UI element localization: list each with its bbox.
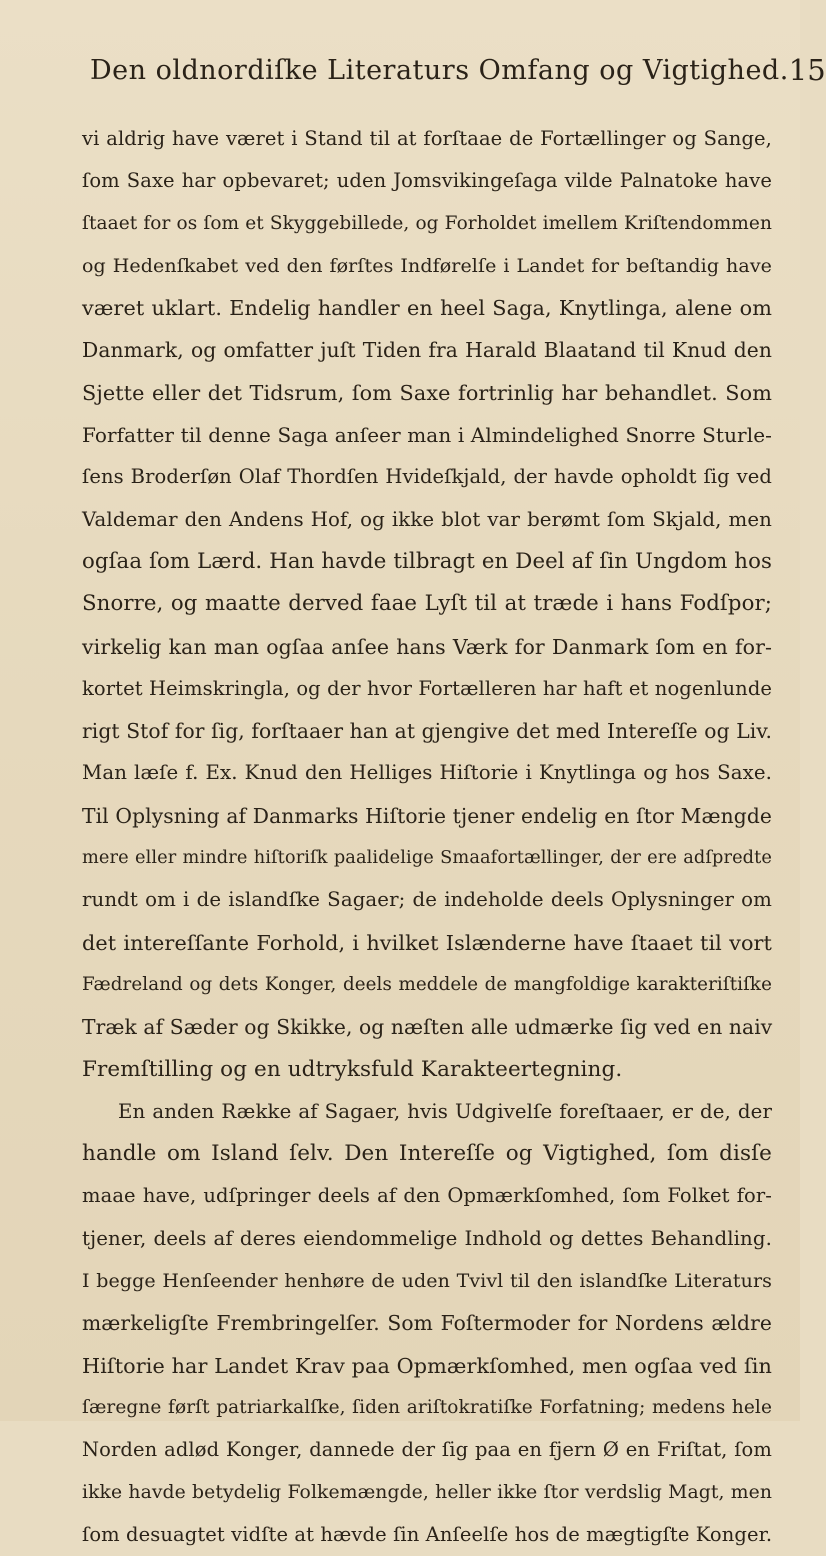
text-line: Danmark, og omfatter juſt Tiden fra Harald Blaatand til Knud den: [82, 338, 772, 363]
text-line: ſom desuagtet vidſte at hævde ſin Anſeelſe hos de mægtigſte Konger.: [82, 1522, 773, 1546]
text-line: Sjette eller det Tidsrum, ſom Saxe fortrinlig har behandlet. Som: [82, 380, 772, 405]
text-line: ſens Broderſøn Olaf Thordſen Hvideſkjald, der havde opholdt ſig ved: [82, 465, 772, 489]
text-line: ſom Saxe har opbevaret; uden Jomsvikingeſaga vilde Palnatoke have: [82, 169, 772, 193]
text-line: mere eller mindre hiſtoriſk paalidelige Smaafortællinger, der ere adſpredte: [82, 848, 772, 869]
running-title: Den oldnordiſke Literaturs Omfang og Vigtighed.: [90, 54, 789, 86]
page-number: 15: [788, 53, 826, 87]
body-text: [82, 118, 772, 1556]
text-line: Forfatter til denne Saga anſeer man i Almindelighed Snorre Sturle-: [82, 423, 772, 448]
text-line: ſtaaet for os ſom et Skyggebillede, og Forholdet imellem Kriſtendommen: [82, 212, 772, 234]
text-line: været uklart. Endelig handler en heel Saga, Knytlinga, alene om: [82, 296, 772, 321]
text-line: tjener, deels af deres eiendommelige Indhold og dettes Behandling.: [82, 1226, 772, 1250]
text-line: Træk af Sæder og Skikke, og næſten alle udmærke ſig ved en naiv: [82, 1015, 773, 1040]
text-line: Man læſe f. Ex. Knud den Helliges Hiſtorie i Knytlinga og hos Saxe.: [82, 761, 772, 785]
text-line: rundt om i de islandſke Sagaer; de indeholde deels Oplysninger om: [82, 888, 772, 912]
text-line: virkelig kan man ogſaa anſee hans Værk for Danmark ſom en for-: [82, 634, 772, 659]
text-line: Fædreland og dets Konger, deels meddele de mangfoldige karakteriſtiſke: [82, 973, 772, 995]
text-line: Norden adlød Konger, dannede der ſig paa en fjern Ø en Friſtat, ſom: [82, 1438, 772, 1462]
text-line: Hiſtorie har Landet Krav paa Opmærkſomhed, men ogſaa ved ſin: [82, 1353, 772, 1378]
running-header: [90, 48, 826, 92]
text-line: rigt Stof for ſig, forſtaaer han at gjengive det med Intereſſe og Liv.: [82, 719, 772, 744]
paragraph-start-line: En anden Række af Sagaer, hvis Udgivelſe foreſtaaer, er de, der: [118, 1099, 772, 1123]
text-line: mærkeligſte Frembringelſer. Som Foſtermoder for Nordens ældre: [82, 1311, 772, 1336]
text-line: Snorre, og maatte derved faae Lyſt til at træde i hans Fodſpor;: [82, 591, 772, 617]
text-line: handle om Island ſelv. Den Intereſſe og Vigtighed, ſom disſe: [82, 1141, 772, 1167]
text-line: ogſaa ſom Lærd. Han havde tilbragt en Deel af ſin Ungdom hos: [82, 548, 772, 574]
text-line: kortet Heimskringla, og der hvor Fortælleren har haft et nogenlunde: [82, 676, 773, 700]
text-line: Til Oplysning af Danmarks Hiſtorie tjener endelig en ſtor Mængde: [82, 803, 772, 828]
text-line: ſæregne førſt patriarkalſke, ſiden ariſtokratiſke Forfatning; medens hele: [82, 1396, 772, 1418]
text-line: ikke havde betydelig Folkemængde, heller ikke ſtor verdslig Magt, men: [82, 1481, 772, 1503]
text-line: det intereſſante Forhold, i hvilket Islænderne have ſtaaet til vort: [82, 930, 772, 955]
text-line: vi aldrig have været i Stand til at forſtaae de Fortællinger og Sange,: [82, 127, 772, 150]
text-line: maae have, udſpringer deels af den Opmærkſomhed, ſom Folket for-: [82, 1184, 772, 1208]
text-line: Valdemar den Andens Hof, og ikke blot var berømt ſom Skjald, men: [82, 507, 772, 531]
text-line: Fremſtilling og en udtryksfuld Karakteertegning.: [82, 1056, 623, 1082]
text-line: I begge Henſeender henhøre de uden Tvivl til den islandſke Literaturs: [82, 1270, 772, 1293]
text-line: og Hedenſkabet ved den førſtes Indførelſe i Landet for beſtandig have: [82, 254, 772, 277]
